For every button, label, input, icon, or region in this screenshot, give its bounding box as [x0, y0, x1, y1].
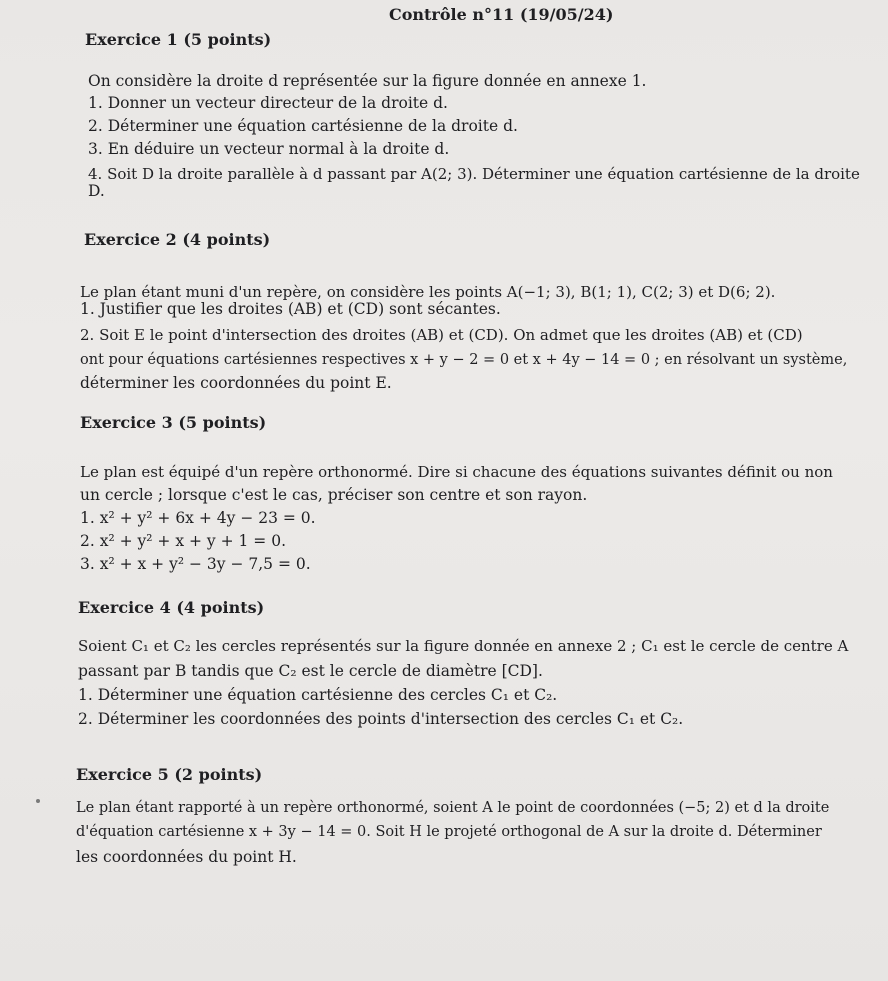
exercise-2-title: Exercice 2 (4 points) — [84, 230, 271, 249]
exercise-1-question-3: 3. En déduire un vecteur normal à la droite d. — [88, 140, 450, 158]
page-title: Contrôle n°11 (19/05/24) — [389, 5, 614, 24]
exercise-2-question-2-cont: ont pour équations cartésiennes respectives x + y − 2 = 0 et x + 4y − 14 = 0 ; en résolvant un système, — [80, 352, 848, 368]
exercise-1-question-1: 1. Donner un vecteur directeur de la droite d. — [88, 94, 448, 112]
exercise-3-question-2: 2. x² + y² + x + y + 1 = 0. — [80, 532, 286, 550]
exercise-5-title: Exercice 5 (2 points) — [76, 765, 263, 784]
exercise-3-question-3: 3. x² + x + y² − 3y − 7,5 = 0. — [80, 555, 311, 573]
exercise-3-title: Exercice 3 (5 points) — [80, 413, 267, 432]
exercise-3-intro-cont: un cercle ; lorsque c'est le cas, préciser son centre et son rayon. — [80, 486, 588, 504]
paper-speck — [36, 799, 40, 803]
exercise-4-intro-cont: passant par B tandis que C₂ est le cercle de diamètre [CD]. — [78, 662, 543, 680]
exercise-5-text-1: Le plan étant rapporté à un repère orthonormé, soient A le point de coordonnées (−5; 2) et d la droite — [76, 800, 830, 816]
exercise-2-intro: Le plan étant muni d'un repère, on considère les points A(−1; 3), B(1; 1), C(2; 3) et D(6; 2). — [80, 283, 776, 301]
exercise-2-question-1: 1. Justifier que les droites (AB) et (CD) sont sécantes. — [80, 300, 501, 318]
exercise-1-question-2: 2. Déterminer une équation cartésienne de la droite d. — [88, 117, 518, 135]
exercise-1-question-4-cont: D. — [88, 182, 105, 200]
exercise-4-title: Exercice 4 (4 points) — [78, 598, 265, 617]
exercise-4-intro: Soient C₁ et C₂ les cercles représentés sur la figure donnée en annexe 2 ; C₁ est le cercle de centre A — [78, 637, 849, 655]
exercise-2-question-2: 2. Soit E le point d'intersection des droites (AB) et (CD). On admet que les droites (AB) et (CD) — [80, 326, 803, 344]
exercise-4-question-2: 2. Déterminer les coordonnées des points d'intersection des cercles C₁ et C₂. — [78, 710, 684, 728]
exercise-4-question-1: 1. Déterminer une équation cartésienne des cercles C₁ et C₂. — [78, 686, 558, 704]
exercise-5-text-3: les coordonnées du point H. — [76, 848, 297, 866]
exercise-1-intro: On considère la droite d représentée sur la figure donnée en annexe 1. — [88, 72, 647, 90]
exercise-5-text-2: d'équation cartésienne x + 3y − 14 = 0. Soit H le projeté orthogonal de A sur la droite d. Déterminer — [76, 824, 822, 840]
exercise-1-title: Exercice 1 (5 points) — [85, 30, 272, 49]
exercise-3-question-1: 1. x² + y² + 6x + 4y − 23 = 0. — [80, 509, 316, 527]
exercise-1-question-4: 4. Soit D la droite parallèle à d passant par A(2; 3). Déterminer une équation cartésienne de la droite — [88, 165, 860, 183]
exercise-3-intro: Le plan est équipé d'un repère orthonormé. Dire si chacune des équations suivantes définit ou non — [80, 463, 833, 481]
exercise-2-question-2-end: déterminer les coordonnées du point E. — [80, 374, 392, 392]
